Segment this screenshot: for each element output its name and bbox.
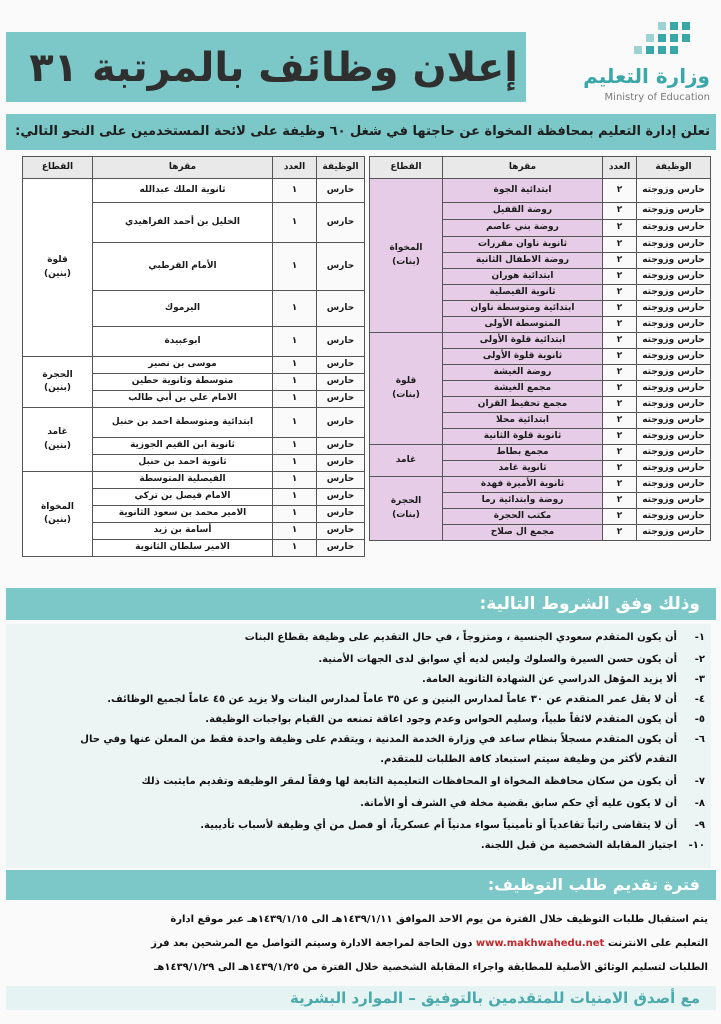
count-cell: ١ — [273, 455, 317, 472]
job-cell: حارس — [317, 327, 365, 357]
count-cell: ٢ — [603, 461, 637, 477]
count-cell: ١ — [273, 523, 317, 540]
table-row — [23, 179, 365, 203]
sector-cell — [23, 357, 93, 408]
page-title: إعلان وظائف بالمرتبة ٣١ — [29, 45, 518, 91]
place-cell: أسامة بن زيد — [93, 523, 273, 540]
count-cell: ١ — [273, 374, 317, 391]
place-cell: روضة القفيل — [443, 203, 603, 220]
job-cell: حارس وزوجته — [637, 269, 711, 285]
sector-type: (بنين) — [43, 268, 72, 279]
place-cell: ابتدائية هوران — [443, 269, 603, 285]
job-cell: حارس — [317, 374, 365, 391]
condition-text: أن يكون المتقدم سعودي الجنسية ، ومتزوجاً ، في حال التقديم على وظيفة بقطاع البنات — [244, 632, 677, 643]
condition-text: التقدم لأكثر من وظيفة سيتم استبعاد كافة الطلبات للمتقدم. — [380, 754, 677, 765]
sector-name: غامد — [395, 454, 417, 465]
condition-number: ٥- — [694, 714, 705, 725]
condition-item — [15, 672, 705, 688]
table-row — [370, 445, 711, 461]
application-line-2 — [12, 936, 708, 952]
logo-arabic-text: وزارة التعليم — [583, 64, 710, 88]
job-cell: حارس وزوجته — [637, 493, 711, 509]
job-cell: حارس وزوجته — [637, 203, 711, 220]
condition-number: ٨- — [694, 798, 705, 809]
condition-item — [15, 774, 705, 790]
count-cell: ٢ — [603, 333, 637, 349]
sector-type: (بنين) — [43, 383, 72, 393]
condition-number: ٦- — [694, 734, 705, 745]
place-cell: الفيصلية المتوسطة — [93, 472, 273, 489]
sector-name: المخواة — [40, 501, 75, 512]
condition-number: ٧- — [694, 776, 705, 787]
count-cell: ١ — [273, 489, 317, 506]
logo-squares-icon — [600, 18, 700, 64]
condition-text: أن يكون المتقدم مسجلاً بنظام ساعد في وزارة الخدمة المدنية ، ويتقدم على وظيفة واحدة فقط من المعلن عنها وفي حال — [80, 734, 677, 745]
job-cell: حارس وزوجته — [637, 317, 711, 333]
job-cell: حارس وزوجته — [637, 477, 711, 493]
table-row — [23, 357, 365, 374]
job-cell: حارس وزوجته — [637, 285, 711, 301]
table-row — [370, 477, 711, 493]
place-cell: ثانوية ابن القيم الجوزية — [93, 438, 273, 455]
place-cell: الأمام القرطبي — [93, 243, 273, 291]
place-cell: ابتدائية ومتوسطة ناوان — [443, 301, 603, 317]
footer-text: مع أصدق الامنيات للمتقدمين بالتوفيق – الموارد البشرية — [290, 989, 700, 1007]
count-cell: ٢ — [603, 317, 637, 333]
condition-number: ١- — [694, 632, 705, 643]
condition-text: ألا يزيد المؤهل الدراسي عن الشهادة الثانوية العامة. — [422, 674, 677, 685]
header-job: الوظيفة — [317, 157, 365, 179]
condition-text: أن يكون من سكان محافظة المخواة او المحافظات التعليمية التابعة لها وفقاً لمقر الوظيفة وتقديم مايثبت ذلك — [141, 776, 677, 787]
sector-cell — [23, 179, 93, 357]
count-cell: ١ — [273, 540, 317, 557]
job-cell: حارس — [317, 455, 365, 472]
sector-name: قلوة — [395, 376, 417, 386]
job-cell: حارس وزوجته — [637, 461, 711, 477]
job-cell: حارس وزوجته — [637, 237, 711, 253]
header-sector: القطاع — [23, 157, 93, 179]
job-cell: حارس وزوجته — [637, 397, 711, 413]
place-cell: روضة وابتدائية رما — [443, 493, 603, 509]
job-cell: حارس — [317, 438, 365, 455]
sector-type: (بنين) — [43, 515, 72, 525]
count-cell: ١ — [273, 203, 317, 243]
place-cell: متوسطة وثانوية حطين — [93, 374, 273, 391]
application-line-2a: التعليم على الانترنت — [607, 938, 708, 949]
count-cell: ٢ — [603, 285, 637, 301]
job-cell: حارس وزوجته — [637, 525, 711, 541]
application-line-2b: دون الحاجة لمراجعة الادارة وسيتم التواصل مع المرشحين بعد فرز — [151, 938, 473, 949]
condition-text: أن يكون المتقدم لائقاً طبياً، وسليم الحواس وعدم وجود اعاقة تمنعه من القيام بواجبات الوظيفة. — [205, 714, 677, 725]
job-cell: حارس — [317, 391, 365, 408]
condition-item — [15, 652, 705, 668]
place-cell: ثانوية قلوة الثانية — [443, 429, 603, 445]
place-cell: الامير محمد بن سعود الثانوية — [93, 506, 273, 523]
place-cell: ابتدائية الجوة — [443, 179, 603, 203]
condition-text: أن لا يقل عمر المتقدم عن ٣٠ عاماً لمدارس البنين و عن ٣٥ عاماً لمدارس البنات ولا يزيد عن ٤٥ عاماً لجميع الوظائف. — [107, 694, 677, 705]
sector-cell — [370, 445, 443, 477]
application-line-3: الطلبات لتسليم الوثائق الأصلية للمطابقة واجراء المقابلة الشخصية خلال الفترة من ١٤٣٩/١/٢٥هـ الى ١٤٣٩/١/٢٩هـ — [154, 962, 708, 973]
job-cell: حارس — [317, 540, 365, 557]
condition-text: اجتياز المقابلة الشخصية من قبل اللجنة. — [480, 840, 677, 851]
job-cell: حارس — [317, 408, 365, 438]
job-cell: حارس وزوجته — [637, 179, 711, 203]
job-cell: حارس — [317, 179, 365, 203]
job-cell: حارس — [317, 523, 365, 540]
header-sector: القطاع — [370, 157, 443, 179]
sector-cell — [370, 333, 443, 445]
sector-name: غامد — [47, 427, 68, 437]
job-cell: حارس وزوجته — [637, 253, 711, 269]
count-cell: ١ — [273, 179, 317, 203]
place-cell: ثانوية الملك عبدالله — [93, 179, 273, 203]
place-cell: مجمع تحفيظ القران — [443, 397, 603, 413]
count-cell: ١ — [273, 472, 317, 489]
condition-item — [15, 630, 705, 646]
job-cell: حارس وزوجته — [637, 301, 711, 317]
count-cell: ١ — [273, 291, 317, 327]
job-cell: حارس وزوجته — [637, 349, 711, 365]
count-cell: ٢ — [603, 429, 637, 445]
count-cell: ١ — [273, 391, 317, 408]
place-cell: روضة الغيشة — [443, 365, 603, 381]
job-cell: حارس — [317, 506, 365, 523]
place-cell: الامير سلطان الثانوية — [93, 540, 273, 557]
place-cell: ثانوية قلوة الأولى — [443, 349, 603, 365]
place-cell: روضة بني عاصم — [443, 220, 603, 237]
job-cell: حارس — [317, 203, 365, 243]
application-line-1: يتم استقبال طلبات التوظيف خلال الفترة من يوم الاحد الموافق ١٤٣٩/١/١١هـ الى ١٤٣٩/١/١٥هـ عبر موقع ادارة — [170, 914, 708, 925]
count-cell: ٢ — [603, 349, 637, 365]
count-cell: ٢ — [603, 220, 637, 237]
header-count: العدد — [273, 157, 317, 179]
sector-type: (بنات) — [392, 509, 420, 520]
place-cell: ثانوية غامد — [443, 461, 603, 477]
count-cell: ٢ — [603, 237, 637, 253]
job-cell: حارس وزوجته — [637, 413, 711, 429]
condition-item — [15, 732, 705, 748]
count-cell: ١ — [273, 327, 317, 357]
sector-name: الحجرة — [390, 496, 422, 506]
job-cell: حارس — [317, 291, 365, 327]
sector-cell — [370, 179, 443, 333]
place-cell: اليرموك — [93, 291, 273, 327]
place-cell: روضة الاطفال الثانية — [443, 253, 603, 269]
place-cell: الخليل بن أحمد الفراهيدي — [93, 203, 273, 243]
sector-type: (بنات) — [392, 256, 420, 267]
condition-text: أن يكون حسن السيرة والسلوك وليس لديه أي سوابق لدى الجهات الأمنية. — [318, 654, 677, 665]
job-cell: حارس وزوجته — [637, 381, 711, 397]
place-cell: مكتب الحجرة — [443, 509, 603, 525]
logo-english-text: Ministry of Education — [604, 92, 710, 103]
count-cell: ١ — [273, 243, 317, 291]
place-cell: ثانوية الفيصلية — [443, 285, 603, 301]
condition-item — [15, 796, 705, 812]
conditions-list — [6, 624, 711, 868]
place-cell: ابوعبيدة — [93, 327, 273, 357]
count-cell: ٢ — [603, 381, 637, 397]
condition-number: ١٠- — [688, 840, 705, 851]
place-cell: ثانوية الأميرة فهدة — [443, 477, 603, 493]
count-cell: ٢ — [603, 445, 637, 461]
sector-type: (بنين) — [43, 440, 72, 451]
sector-type: (بنات) — [392, 389, 420, 400]
place-cell: مجمع بطاط — [443, 445, 603, 461]
count-cell: ١ — [273, 506, 317, 523]
job-cell: حارس وزوجته — [637, 445, 711, 461]
job-cell: حارس — [317, 243, 365, 291]
count-cell: ٢ — [603, 493, 637, 509]
table-row — [370, 333, 711, 349]
sector-cell — [23, 472, 93, 557]
job-cell: حارس وزوجته — [637, 365, 711, 381]
place-cell: ابتدائية قلوة الأولى — [443, 333, 603, 349]
job-cell: حارس وزوجته — [637, 220, 711, 237]
ministry-logo — [560, 18, 710, 108]
count-cell: ٢ — [603, 179, 637, 203]
sector-name: قلوة — [47, 255, 68, 265]
conditions-heading: وذلك وفق الشروط التالية: — [479, 594, 700, 614]
header-place: مقرها — [93, 157, 273, 179]
intro-text: تعلن إدارة التعليم بمحافظة المخواة عن حاجتها في شغل ٦٠ وظيفة على لائحة المستخدمين على النحو التالي: — [15, 124, 710, 139]
place-cell: المتوسطة الأولى — [443, 317, 603, 333]
count-cell: ٢ — [603, 365, 637, 381]
condition-item — [15, 752, 705, 768]
condition-text: أن لا يتقاضى راتباً تقاعدياً أو تأمينياً سواء مدنياً أم عسكرياً، أو فصل من أي وظيفة لأسباب تأديبية. — [200, 820, 677, 831]
condition-number: ٤- — [694, 694, 705, 705]
condition-item — [15, 712, 705, 728]
place-cell: مجمع الغيشة — [443, 381, 603, 397]
sector-name: المخواة — [389, 243, 423, 253]
count-cell: ٢ — [603, 525, 637, 541]
job-cell: حارس — [317, 357, 365, 374]
job-cell: حارس — [317, 472, 365, 489]
job-cell: حارس وزوجته — [637, 333, 711, 349]
condition-number: ٢- — [694, 654, 705, 665]
count-cell: ٢ — [603, 301, 637, 317]
table-row — [23, 472, 365, 489]
place-cell: ثانوية احمد بن حنبل — [93, 455, 273, 472]
count-cell: ٢ — [603, 203, 637, 220]
condition-text: أن لا يكون عليه أي حكم سابق بقضية مخلة في الشرف أو الأمانة. — [360, 798, 677, 809]
table-row — [23, 408, 365, 438]
jobs-table-right — [369, 156, 711, 541]
header-count: العدد — [603, 157, 637, 179]
website-link[interactable]: www.makhwahedu.net — [475, 938, 605, 949]
place-cell: ثانوية ناوان مقررات — [443, 237, 603, 253]
jobs-table-left — [22, 156, 365, 557]
job-cell: حارس — [317, 489, 365, 506]
condition-item — [15, 818, 705, 834]
place-cell: ابتدائية محلا — [443, 413, 603, 429]
header-place: مقرها — [443, 157, 603, 179]
job-cell: حارس وزوجته — [637, 509, 711, 525]
place-cell: ابتدائية ومتوسطة احمد بن حنبل — [93, 408, 273, 438]
place-cell: مجمع ال صلاح — [443, 525, 603, 541]
condition-item — [15, 838, 705, 854]
sector-cell — [370, 477, 443, 541]
condition-number: ٣- — [694, 674, 705, 685]
count-cell: ١ — [273, 438, 317, 455]
count-cell: ٢ — [603, 509, 637, 525]
count-cell: ٢ — [603, 397, 637, 413]
place-cell: الامام علي بن أبي طالب — [93, 391, 273, 408]
sector-cell — [23, 408, 93, 472]
place-cell: موسى بن نصير — [93, 357, 273, 374]
place-cell: الامام فيصل بن تركي — [93, 489, 273, 506]
count-cell: ١ — [273, 408, 317, 438]
job-cell: حارس وزوجته — [637, 429, 711, 445]
table-row — [370, 179, 711, 203]
condition-number: ٩- — [694, 820, 705, 831]
header-job: الوظيفة — [637, 157, 711, 179]
count-cell: ٢ — [603, 477, 637, 493]
sector-name: الحجرة — [42, 369, 73, 380]
count-cell: ٢ — [603, 413, 637, 429]
application-heading: فترة تقديم طلب التوظيف: — [487, 875, 700, 894]
condition-item — [15, 692, 705, 708]
count-cell: ١ — [273, 357, 317, 374]
count-cell: ٢ — [603, 269, 637, 285]
count-cell: ٢ — [603, 253, 637, 269]
